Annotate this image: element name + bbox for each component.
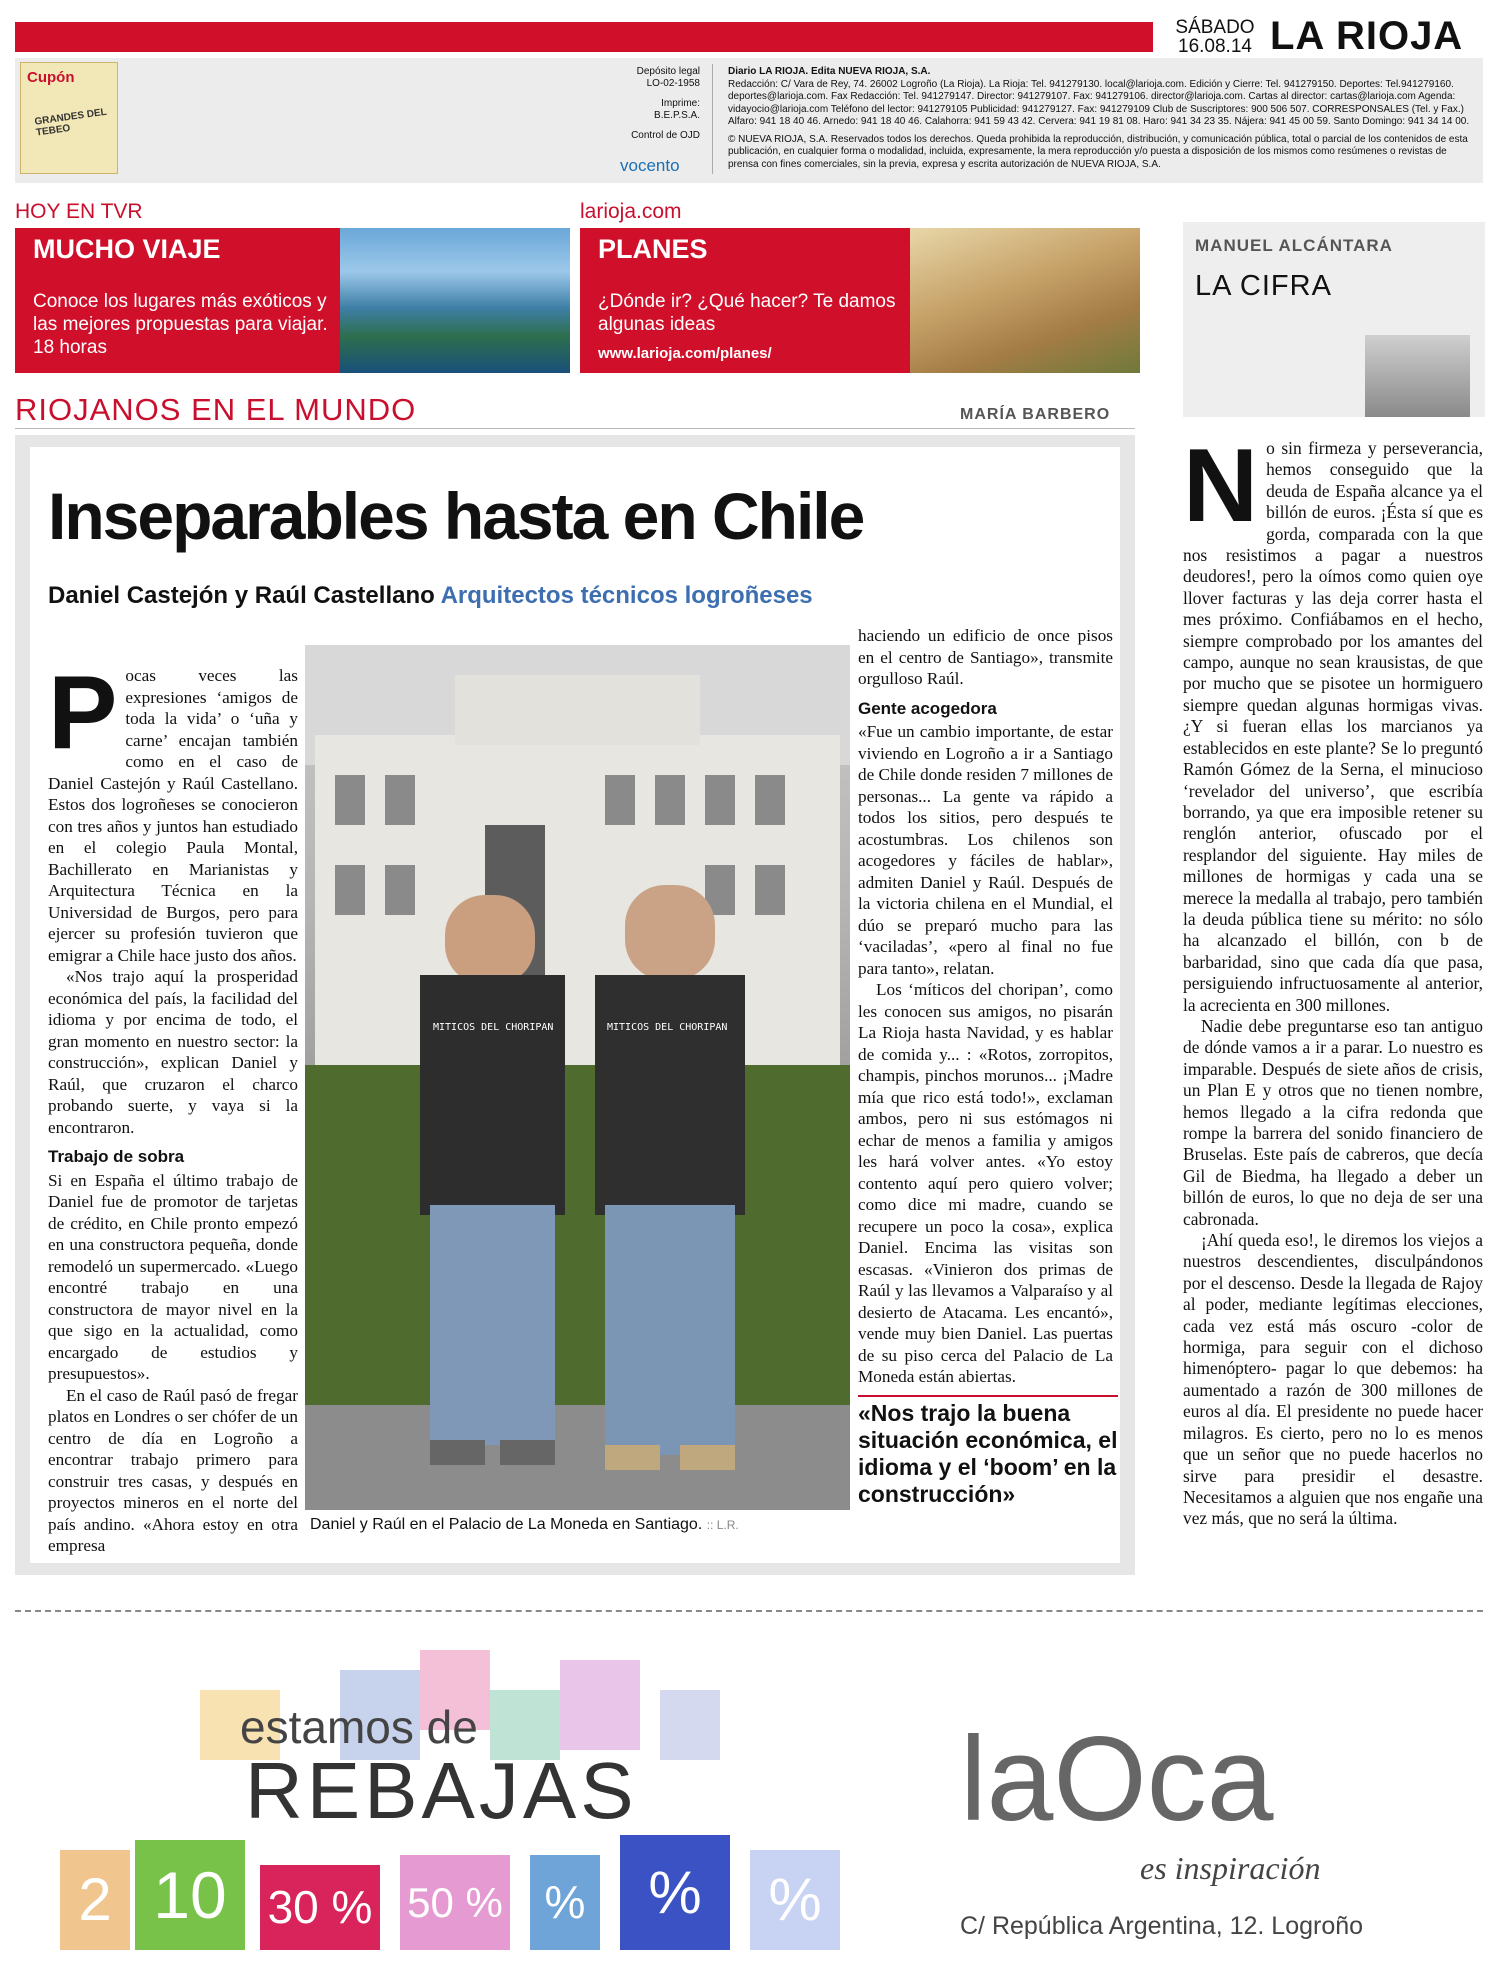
promo-tvr[interactable] [15,228,340,373]
shirt-text: MITICOS DEL CHORIPAN [607,1022,728,1033]
opinion-column [1183,428,1483,1530]
subheadline [48,582,813,610]
subhead-names: Daniel Castejón y Raúl Castellano [48,582,435,609]
drop-cap: N [1183,428,1259,544]
date-block [1160,18,1270,56]
promo-body: Conoce los lugares más exóticos y las mejores propuestas para viajar. 18 horas [33,291,328,358]
discount-tile: 10 [135,1840,245,1950]
quote-rule [858,1395,1118,1397]
subhead-description: Arquitectos técnicos logroñeses [440,582,813,609]
headline: Inseparables hasta en Chile [48,479,864,553]
copyright-notice: © NUEVA RIOJA, S.A. Reservados todos los derechos. Queda prohibida la reproducción, distribución, y comunicación pública, total o parcial de los contenidos de esta publicación, en cualquier forma o modalidad, incluida, expresamente, la mera reproducción y/o puesta a disposición de los mismos como resúmenes o revistas de prensa con fines comerciales, sin la previa, expresa y escrita autorización de NUEVA RIOJA, S.A. [728,133,1468,170]
column-name: LA CIFRA [1195,270,1332,302]
section-title: RIOJANOS EN EL MUNDO [15,392,417,427]
drop-cap: P [48,655,118,771]
ad-address: C/ República Argentina, 12. Logroño [960,1912,1364,1940]
ad-estamos: estamos de [240,1701,478,1753]
paragraph: ¡Ahí queda eso!, le diremos los viejos a nuestros descendientes, disculpándonos por el descenso. Desde la llegada de Rajoy al poder, mediante legítimas elecciones, cada vez está más oscuro -color de hormiga, para seguir con el dichoso himenóptero- pagar lo que debemos: ha aumentado a razón de 300 millones de euros al día. El presidente no puede hacer milagros. Es cierto, pero no lo es menos que un señor que no puede hacerlos no sirve para presidir el desastre. Necesitamos a alguien que nos engañe una vez más, que no será la última. [1183,1230,1483,1529]
cut-line [15,1610,1483,1612]
paragraph: «Nos trajo aquí la prosperidad económica del país, la facilidad del idioma y por encima de todo, el gran momento en nuestro sector: la construcción», explican Daniel y Raúl, que cruzaron el charco probando suerte, y vaya si la encontraron. [48,967,298,1137]
legal-line: Control de OJD [631,130,700,141]
paragraph: «Fue un cambio importante, de estar viviendo en Logroño a ir a Santiago de Chile donde residen 7 millones de personas... La gente va rápido a todos los sitios, pero después te acostumbras. Los chilenos son acogedores y fáciles de hablar», admiten Daniel y Raúl. Después de la victoria chilena en el Mundial, el dúo se preparó mucho para las ‘vaciladas’, «pero al final no fue para tanto», relatan. [858,722,1113,978]
paragraph: o sin firmeza y perseverancia, hemos conseguido que la deuda de España alcance ya el billón de euros. ¡Ésta sí que es gorda, comparada con la que nos resistimos a pagar a nuestros deudores!, pero la oímos como quien oye llover facturas y las deja correr hasta el mes próximo. Confiábamos en el hecho, siempre comprobado por los amantes del campo, aunque no sean krausistas, de que por mucho que se pisotee un hormiguero siempre quedan algunas hormigas vivas. ¿Y si fueran ellas los marcianos ya establecidos en este plante? Se lo preguntó Ramón Gómez de la Serna, el minucioso ‘revelador del universo’, que escribía borrando, ya que era imposible retener su renglón anterior, ofuscado por el resplandor del siguiente. Hay miles de millones de hormigas y cada una se merece la medalla al trabajo, pero también la deuda pública tiene su mérito: no sólo ha alcanzado el billón, con b de barbaridad, sino que cada día que pasa, persiguiendo infructuosamente al anterior, la acrecienta en 300 millones. [1183,438,1483,1015]
legal-line: Depósito legal [636,66,700,77]
subheading: Trabajo de sobra [48,1147,185,1166]
photo-caption [310,1516,739,1534]
publisher-contacts: Redacción: C/ Vara de Rey, 74. 26002 Logroño (La Rioja). La Rioja: Tel. 941279130. local@larioja.com. Edición y Cierre: Tel. 941279150. Deportes: Tel.941279160. deportes@larioja.com. Fax Redacción: Tel. 941279147. Director: 941279107. Fax: 941279106. director@larioja.com. Cartas al director: cartas@larioja.com Agenda: vidayocio@larioja.com Teléfono del lector: 941279105 Publicidad: 941279127. Fax: 941279109 Club de Suscriptores: 900 506 507. CORRESPONSALES (Tel. y Fax.) Alfaro: 941 18 40 46. Arnedo: 941 18 40 46. Calahorra: 941 59 43 42. Cervera: 941 19 81 08. Haro: 941 34 23 35. Nájera: 941 45 00 59. Santo Domingo: 941 34 14 00. [728,78,1470,127]
paragraph: ocas veces las expresiones ‘amigos de toda la vida’ o ‘uña y carne’ encajan también como en el caso de Daniel Castejón y Raúl Castellano. Estos dos logroñeses se conocieron con tres años y juntos han estudiado en el colegio Paula Montal, Bachillerato en Marianistas y Arquitectura Técnica en la Universidad de Burgos, pero para ejercer su profesión tuvieron que emigrar a Chile hace justo dos años. [48,666,298,965]
promo-label-tvr: HOY EN TVR [15,200,143,223]
date-value: 16.08.14 [1178,36,1252,57]
article-column-2 [858,625,1113,1388]
coupon-title: Cupón [27,69,75,86]
discount-tile: % [620,1835,730,1950]
author-photo [1365,335,1470,417]
column-author: MANUEL ALCÁNTARA [1195,236,1393,255]
discount-tile: 50 % [400,1855,510,1950]
caption-text: Daniel y Raúl en el Palacio de La Moneda en Santiago. [310,1516,703,1533]
legal-line: Imprime: [661,98,700,109]
subheading: Gente acogedora [858,698,997,718]
discount-tile: % [530,1855,600,1950]
discount-tile: 30 % [260,1865,380,1950]
islands-photo [340,228,570,373]
paragraph: Si en España el último trabajo de Daniel fue de promotor de tarjetas de crédito, en Chile pronto empezó en una constructora pequeña, donde remodeló un supermercado. «Luego encontré trabajo en una constructora de mayor nivel en la que sigo en la actualidad, como encargado de estudios y presupuestos». [48,1170,298,1383]
woman-photo [910,228,1140,373]
publisher-info [728,66,1478,171]
pull-quote: «Nos trajo la buena situación económica, el idioma y el ‘boom’ en la construcción» [858,1400,1118,1507]
publisher-title: Diario LA RIOJA. Edita NUEVA RIOJA, S.A. [728,66,931,77]
promo-label-web[interactable]: larioja.com [580,200,682,223]
discount-tile: % [750,1850,840,1950]
legal-info [560,66,700,142]
paragraph: Los ‘míticos del choripan’, como les conocen sus amigos, no pisarán La Rioja hasta Navidad, y es hablar de comida y... : «Rotos, zorropitos, champis, pinchos morunos... ¡Madre mía que rico está todo!», exclaman ambos, pero ni sus estómagos ni echar de menos a familia y amigos les hará volver antes. «Yo estoy contento aquí pero quiero volver; como dice mi madre, cuando se recupere un poco la cosa», explica Daniel. Encima las visitas son escasas. «Vinieron dos primas de Raúl y las llevamos a Valparaíso y al desierto de Atacama. Les encantó», vende muy bien Daniel. Las puertas de su piso cerca del Palacio de La Moneda están abiertas. [858,980,1113,1386]
discount-tile: 2 [60,1850,130,1950]
paragraph: haciendo un edificio de once pisos en el centro de Santiago», transmite orgulloso Raúl. [858,626,1113,688]
date-day: SÁBADO [1175,17,1255,38]
vocento-logo: vocento [620,156,680,175]
top-red-bar [15,22,1153,52]
promo-head: PLANES [598,234,708,264]
laoca-logo[interactable]: laOca [960,1712,1274,1846]
masthead[interactable]: LA RIOJA [1270,14,1464,58]
promo-planes[interactable] [580,228,910,373]
divider [15,428,1135,429]
caption-credit: :: L.R. [706,1518,739,1532]
article-photo [305,645,850,1510]
paragraph: Nadie debe preguntarse eso tan antiguo de dónde vamos a ir a parar. Lo nuestro es imparable. Después de siete años de crisis, un Plan E y otros que no tienen nombre, hemos llegado a la cifra redonda que rompe la barrera del sonido financiero de Bruselas. Este país de cabreros, que decía Gil de Biedma, ha llegado a deber un billón de euros, lo que no deja de ser una cabronada. [1183,1015,1483,1229]
paragraph: En el caso de Raúl pasó de fregar platos en Londres o ser chófer de un centro de día en Logroño a encontrar trabajo primero para construir tres casas, y después en proyectos mineros en el norte del país andino. «Ahora estoy en otra empresa [48,1385,298,1555]
coupon-subtitle: GRANDES DEL TEBEO [33,106,108,139]
byline: MARÍA BARBERO [960,406,1111,423]
promo-url[interactable]: www.larioja.com/planes/ [598,345,772,362]
coupon[interactable] [20,62,118,174]
legal-line: B.E.P.S.A. [654,110,700,121]
photo-illustration [305,645,850,1510]
shirt-text: MITICOS DEL CHORIPAN [433,1022,554,1033]
ad-rebajas: REBAJAS [245,1746,638,1835]
promo-body: ¿Dónde ir? ¿Qué hacer? Te damos algunas ideas [598,291,896,335]
promo-head: MUCHO VIAJE [33,234,221,264]
legal-line: LO-02-1958 [646,78,700,89]
divider [712,64,713,174]
article-column-1 [48,655,298,1557]
ad-tagline: es inspiración [1140,1850,1321,1886]
